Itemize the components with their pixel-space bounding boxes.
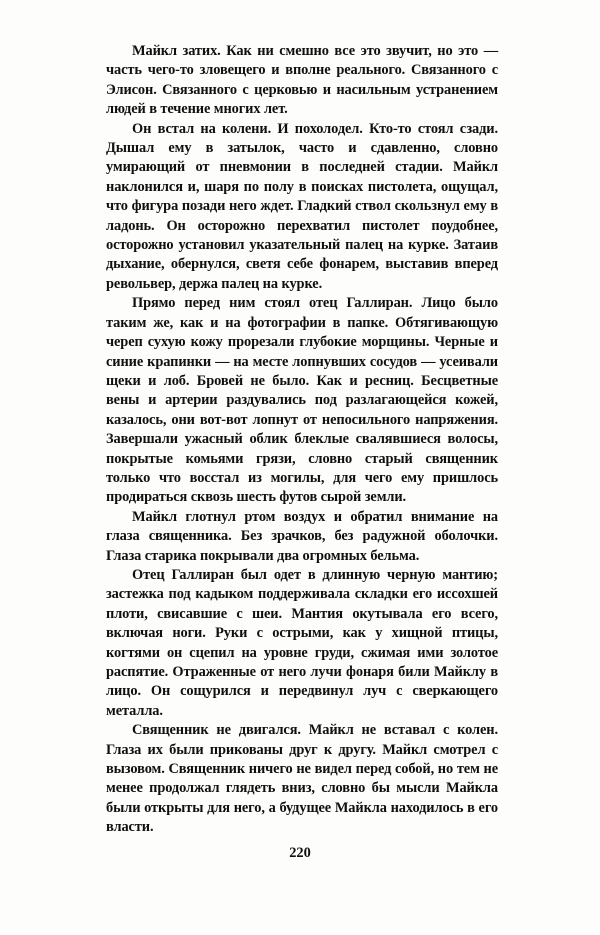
paragraph: Священник не двигался. Майкл не вставал с колен. Глаза их были прикованы друг к другу. Майкл смотрел с вызовом. Священник ничего не видел перед собой, но тем не менее продолжал глядеть вниз, словно бы мысли Майкла были открыты для него, а будущее Майкла находилось в его власти. [106,722,498,836]
paragraph: Прямо перед ним стоял отец Галлиран. Лицо было таким же, как и на фотографии в папке. Обтягивающую череп сухую кожу прорезали глубокие морщины. Черные и синие крапинки — на месте лопнувших сосудов — усеивали щеки и лоб. Бровей не было. Как и ресниц. Бесцветные вены и артерии раздувались под разлагающейся кожей, казалось, они вот-вот лопнут от непосильного напряжения. Завершали ужасный облик блеклые свалявшиеся волосы, покрытые комьями грязи, словно старый священник только что восстал из могилы, для чего ему пришлось продираться сквозь шесть футов сырой земли. [106,295,498,506]
page-number: 220 [289,845,311,861]
paragraph: Майкл затих. Как ни смешно все это звучит, но это — часть чего-то зловещего и вполне реального. Связанного с Элисон. Связанного с церковью и насильным устранением людей в течение многих лет. [106,43,498,118]
paragraph: Отец Галлиран был одет в длинную черную мантию; застежка под кадыком поддерживала складки его иссохшей плоти, свисавшие с шеи. Мантия окутывала его всего, включая ноги. Руки с острыми, как у хищной птицы, когтями он сцепил на уровне груди, сжимая ими золотое распятие. Отраженные от него лучи фонаря били Майклу в лицо. Он сощурился и передвинул луч с сверкающего металла. [106,566,498,719]
page-text-block [106,42,498,838]
paragraph: Майкл глотнул ртом воздух и обратил внимание на глаза священника. Без зрачков, без радужной оболочки. Глаза старика покрывали два огромных бельма. [106,508,498,564]
paragraph: Он встал на колени. И похолодел. Кто-то стоял сзади. Дышал ему в затылок, часто и сдавленно, словно умирающий от пневмонии в последней стадии. Майкл наклонился и, шаря по полу в поисках пистолета, ощущал, что фигура позади него ждет. Гладкий ствол скользнул ему в ладонь. Он осторожно перехватил пистолет поудобнее, осторожно установил указательный палец на курке. Затаив дыхание, обернулся, светя себе фонарем, выставив вперед револьвер, держа палец на курке. [106,120,498,292]
